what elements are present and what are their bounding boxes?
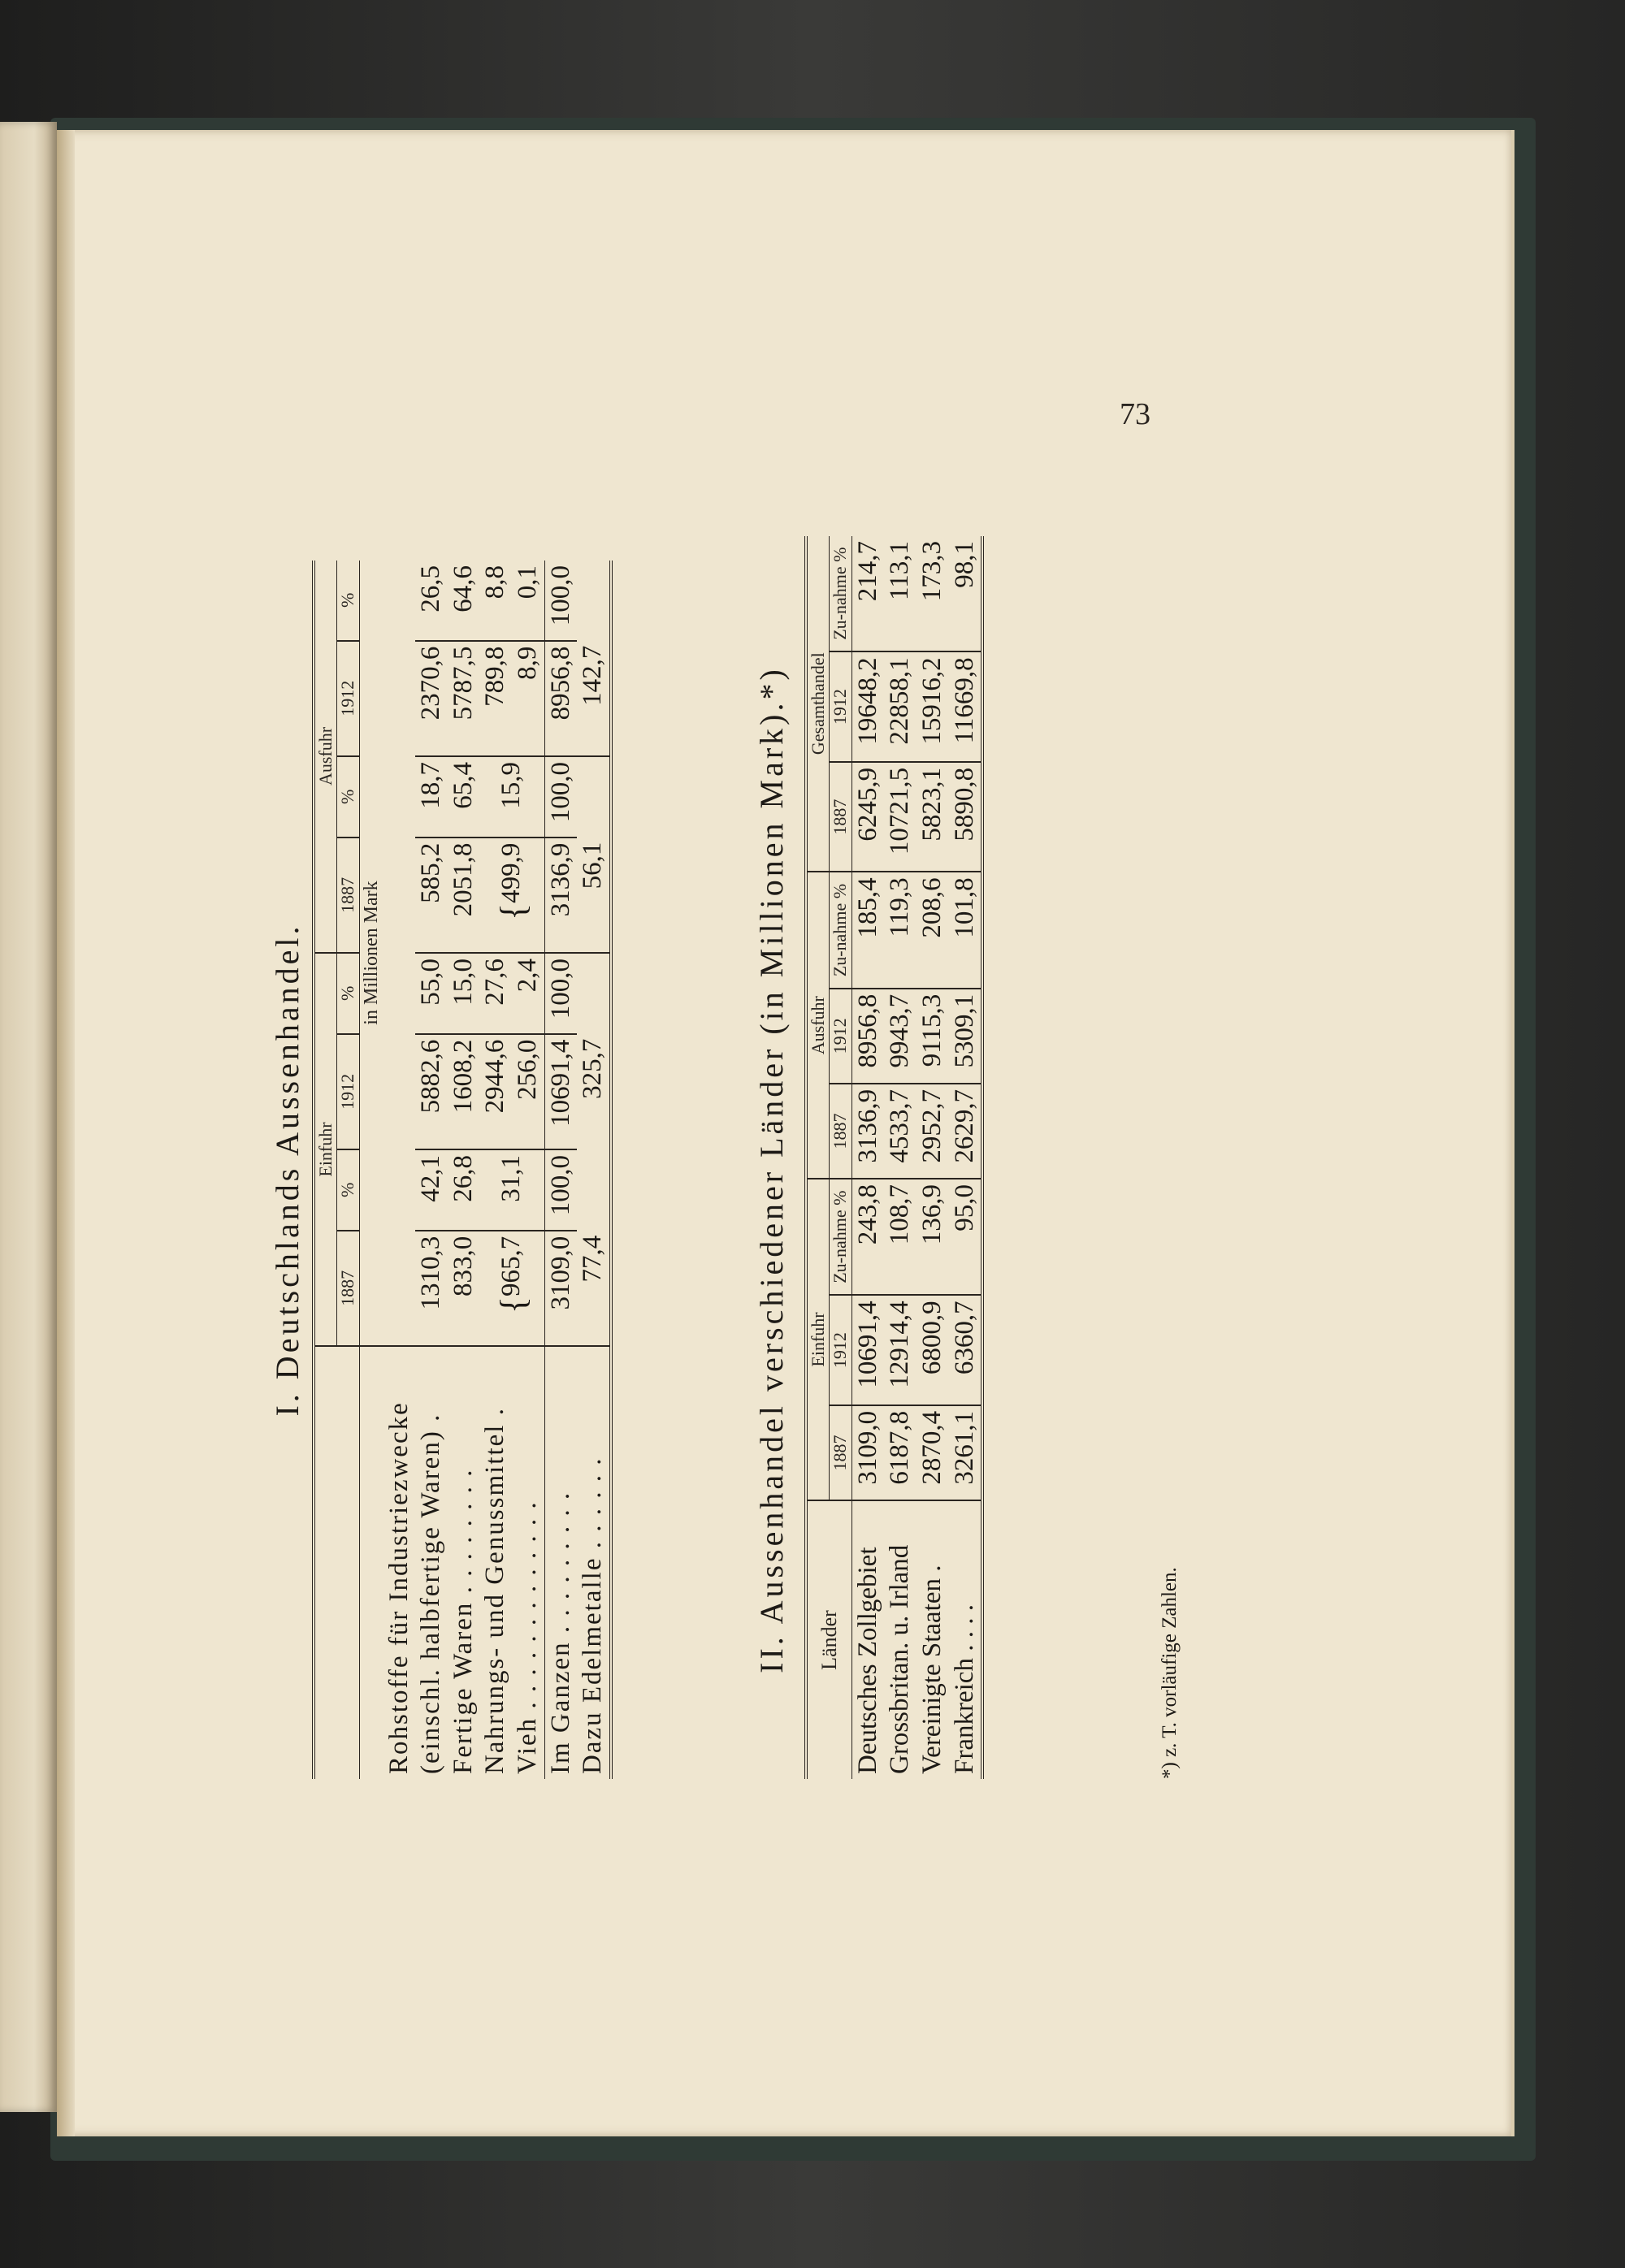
table-cell: 136,9	[916, 1179, 949, 1295]
table-cell: 142,7	[577, 641, 611, 756]
table2-col-header: 1912	[830, 1295, 852, 1405]
row-label: Rohstoffe für Industriezwecke	[384, 1401, 414, 1774]
page-gutter	[57, 130, 75, 2136]
table1-unit-row	[359, 561, 383, 1779]
table-cell: 65,4	[448, 756, 480, 838]
table-cell: 5309,1	[949, 989, 983, 1084]
table2-col-header: 1887	[830, 762, 852, 872]
table-cell: 101,8	[949, 872, 983, 988]
table-cell: 3109,0	[852, 1405, 884, 1500]
brace-glyph: {	[492, 1296, 533, 1314]
table-cell: 77,4	[577, 1231, 611, 1346]
row-label: (einschl. halbfertige Waren) .	[416, 1413, 446, 1774]
table2-col-header: 1887	[830, 1084, 852, 1179]
table-cell: 3261,1	[949, 1405, 983, 1500]
page-number: 73	[1120, 397, 1150, 431]
table-cell: 26,5	[415, 561, 448, 641]
table-aussenhandel-deutschland	[312, 561, 613, 1779]
table-cell: 214,7	[852, 536, 884, 651]
table2-col-header: 1887	[830, 1405, 852, 1500]
table-cell	[577, 953, 611, 1034]
table-cell	[577, 1149, 611, 1231]
table-cell: 833,0	[448, 1231, 480, 1346]
table-cell: 64,6	[448, 561, 480, 641]
table-cell: 1608,2	[448, 1034, 480, 1149]
row-label: Dazu Edelmetalle . . . . . .	[578, 1456, 608, 1774]
table-cell	[577, 561, 611, 641]
table-cell: 173,3	[916, 536, 949, 651]
table-aussenhandel-laender	[804, 536, 984, 1779]
table-cell: 55,0	[415, 953, 448, 1034]
table1-col-header: 1887	[337, 838, 359, 953]
table-row	[415, 561, 448, 1779]
table-cell: 325,7	[578, 1038, 608, 1099]
table1-group-header-row	[314, 561, 337, 1779]
table-cell: 19648,2	[852, 651, 884, 762]
table-cell: 2629,7	[949, 1084, 983, 1179]
table-cell: 10721,5	[884, 762, 916, 872]
table2-col-header: Zu-nahme %	[830, 536, 852, 651]
table-cell: 9943,7	[884, 989, 916, 1084]
table-cell: 585,2	[415, 838, 448, 953]
table-cell: 789,8	[479, 641, 512, 756]
table-cell: 4533,7	[884, 1084, 916, 1179]
table-cell: 10691,4	[852, 1295, 884, 1405]
row-label: Vereinigte Staaten .	[916, 1565, 947, 1774]
table1-group-ausfuhr: Ausfuhr	[314, 561, 337, 953]
table-cell: 256,0	[512, 1034, 544, 1149]
table-row	[949, 536, 983, 1779]
table1-col-header: 1912	[337, 1034, 359, 1149]
table-cell: {499,9	[479, 838, 544, 953]
table-row	[916, 536, 949, 1779]
table-cell: 5823,1	[916, 762, 949, 872]
table-row-total	[544, 561, 577, 1779]
table-cell: 6800,9	[916, 1295, 949, 1405]
table2-col-header: Zu-nahme %	[830, 872, 852, 988]
table2-col-header: 1912	[830, 651, 852, 762]
row-label: Deutsches Zollgebiet	[852, 1547, 882, 1774]
table1-col-header: %	[337, 1149, 359, 1231]
table1-group-einfuhr: Einfuhr	[314, 953, 337, 1346]
table-row	[852, 536, 884, 1779]
row-label: Grossbritan. u. Irland	[885, 1544, 915, 1774]
table1-col-header: %	[337, 953, 359, 1034]
table-cell: 22858,1	[884, 651, 916, 762]
table-cell: 208,6	[916, 872, 949, 988]
row-label: Nahrungs- und Genussmittel .	[480, 1407, 510, 1774]
table2-group-header-row	[806, 536, 830, 1779]
table-cell: 8,8	[479, 561, 512, 641]
table-cell	[577, 756, 611, 838]
table-cell: 2,4	[512, 953, 544, 1034]
table2-col-laender: Länder	[806, 1500, 852, 1779]
table-cell: 6187,8	[884, 1405, 916, 1500]
table-row	[448, 561, 480, 1779]
table-cell: 5890,8	[949, 762, 983, 872]
table-cell: 243,8	[852, 1179, 884, 1295]
table-cell: 3136,9	[852, 1084, 884, 1179]
table-cell: 8,9	[512, 641, 544, 756]
brace-glyph: {	[492, 902, 533, 921]
table1-col-header: 1912	[337, 641, 359, 756]
table-cell: 108,7	[884, 1179, 916, 1295]
table-cell: 119,3	[884, 872, 916, 988]
table-cell: 15,9	[479, 756, 544, 838]
table1-col-header: %	[337, 561, 359, 641]
table-cell: 15,0	[448, 953, 480, 1034]
table-row	[884, 536, 916, 1779]
table-cell: 2370,6	[415, 641, 448, 756]
table-cell: 113,1	[884, 536, 916, 651]
rotated-content	[268, 455, 1194, 1779]
footnote: *) z. T. vorläufige Zahlen.	[1159, 1567, 1181, 1779]
table-cell: 12914,4	[884, 1295, 916, 1405]
table-cell: 8956,8	[544, 641, 577, 756]
table-cell: 2952,7	[916, 1084, 949, 1179]
table2-title: II. Aussenhandel verschiedener Länder (in Millionen Mark).*)	[753, 666, 790, 1673]
table-cell: 5882,6	[415, 1034, 448, 1149]
table-cell: 185,4	[852, 872, 884, 988]
table1-title: I. Deutschlands Aussenhandel.	[269, 923, 306, 1417]
table-cell: 2051,8	[448, 838, 480, 953]
table-cell: 5787,5	[448, 641, 480, 756]
facing-page-edge	[0, 122, 57, 2112]
table-cell: 15916,2	[916, 651, 949, 762]
table-cell: 100,0	[544, 953, 577, 1034]
table-row	[577, 561, 611, 1779]
table1-col-header: %	[337, 756, 359, 838]
table-cell: 0,1	[512, 561, 544, 641]
table-cell: 2944,6	[479, 1034, 512, 1149]
table2-col-header: 1912	[830, 989, 852, 1084]
table-cell: 27,6	[479, 953, 512, 1034]
table1-corner	[314, 1346, 359, 1779]
table-cell: {965,7	[479, 1231, 544, 1346]
table2-col-header: Zu-nahme %	[830, 1179, 852, 1295]
table-cell: 42,1	[415, 1149, 448, 1231]
table-cell: 31,1	[479, 1149, 544, 1231]
table-cell: 6245,9	[852, 762, 884, 872]
table2-group-einfuhr: Einfuhr	[806, 1179, 830, 1500]
table-cell: 1310,3	[415, 1231, 448, 1346]
table-cell: 18,7	[415, 756, 448, 838]
table-cell: 10691,4	[544, 1034, 577, 1149]
table-cell: 3136,9	[544, 838, 577, 953]
table-cell: 56,1	[577, 838, 611, 953]
table-cell: 100,0	[544, 1149, 577, 1231]
table-row	[479, 561, 512, 1779]
table-cell: 11669,8	[949, 651, 983, 762]
table-cell: 6360,7	[949, 1295, 983, 1405]
table-cell: 100,0	[544, 561, 577, 641]
row-label: Vieh . . . . . . . . . . . . .	[512, 1500, 542, 1774]
table-cell: 8956,8	[852, 989, 884, 1084]
table1-col-header: 1887	[337, 1231, 359, 1346]
table-cell: 95,0	[949, 1179, 983, 1295]
table-cell: 100,0	[544, 756, 577, 838]
table2-group-ausfuhr: Ausfuhr	[806, 872, 830, 1179]
row-label: Frankreich . . . .	[949, 1604, 979, 1774]
table-cell: 26,8	[448, 1149, 480, 1231]
row-label: Fertige Waren . . . . . . . .	[448, 1468, 478, 1774]
table2-group-gesamthandel: Gesamthandel	[806, 536, 830, 872]
table1-unit-label: in Millionen Mark	[359, 561, 383, 1346]
table-cell: 2870,4	[916, 1405, 949, 1500]
table-cell: 9115,3	[916, 989, 949, 1084]
table-row	[384, 561, 416, 1779]
table-cell: 3109,0	[544, 1231, 577, 1346]
table-cell: 98,1	[949, 536, 983, 651]
row-label: Im Ganzen . . . . . . . . .	[545, 1491, 575, 1774]
